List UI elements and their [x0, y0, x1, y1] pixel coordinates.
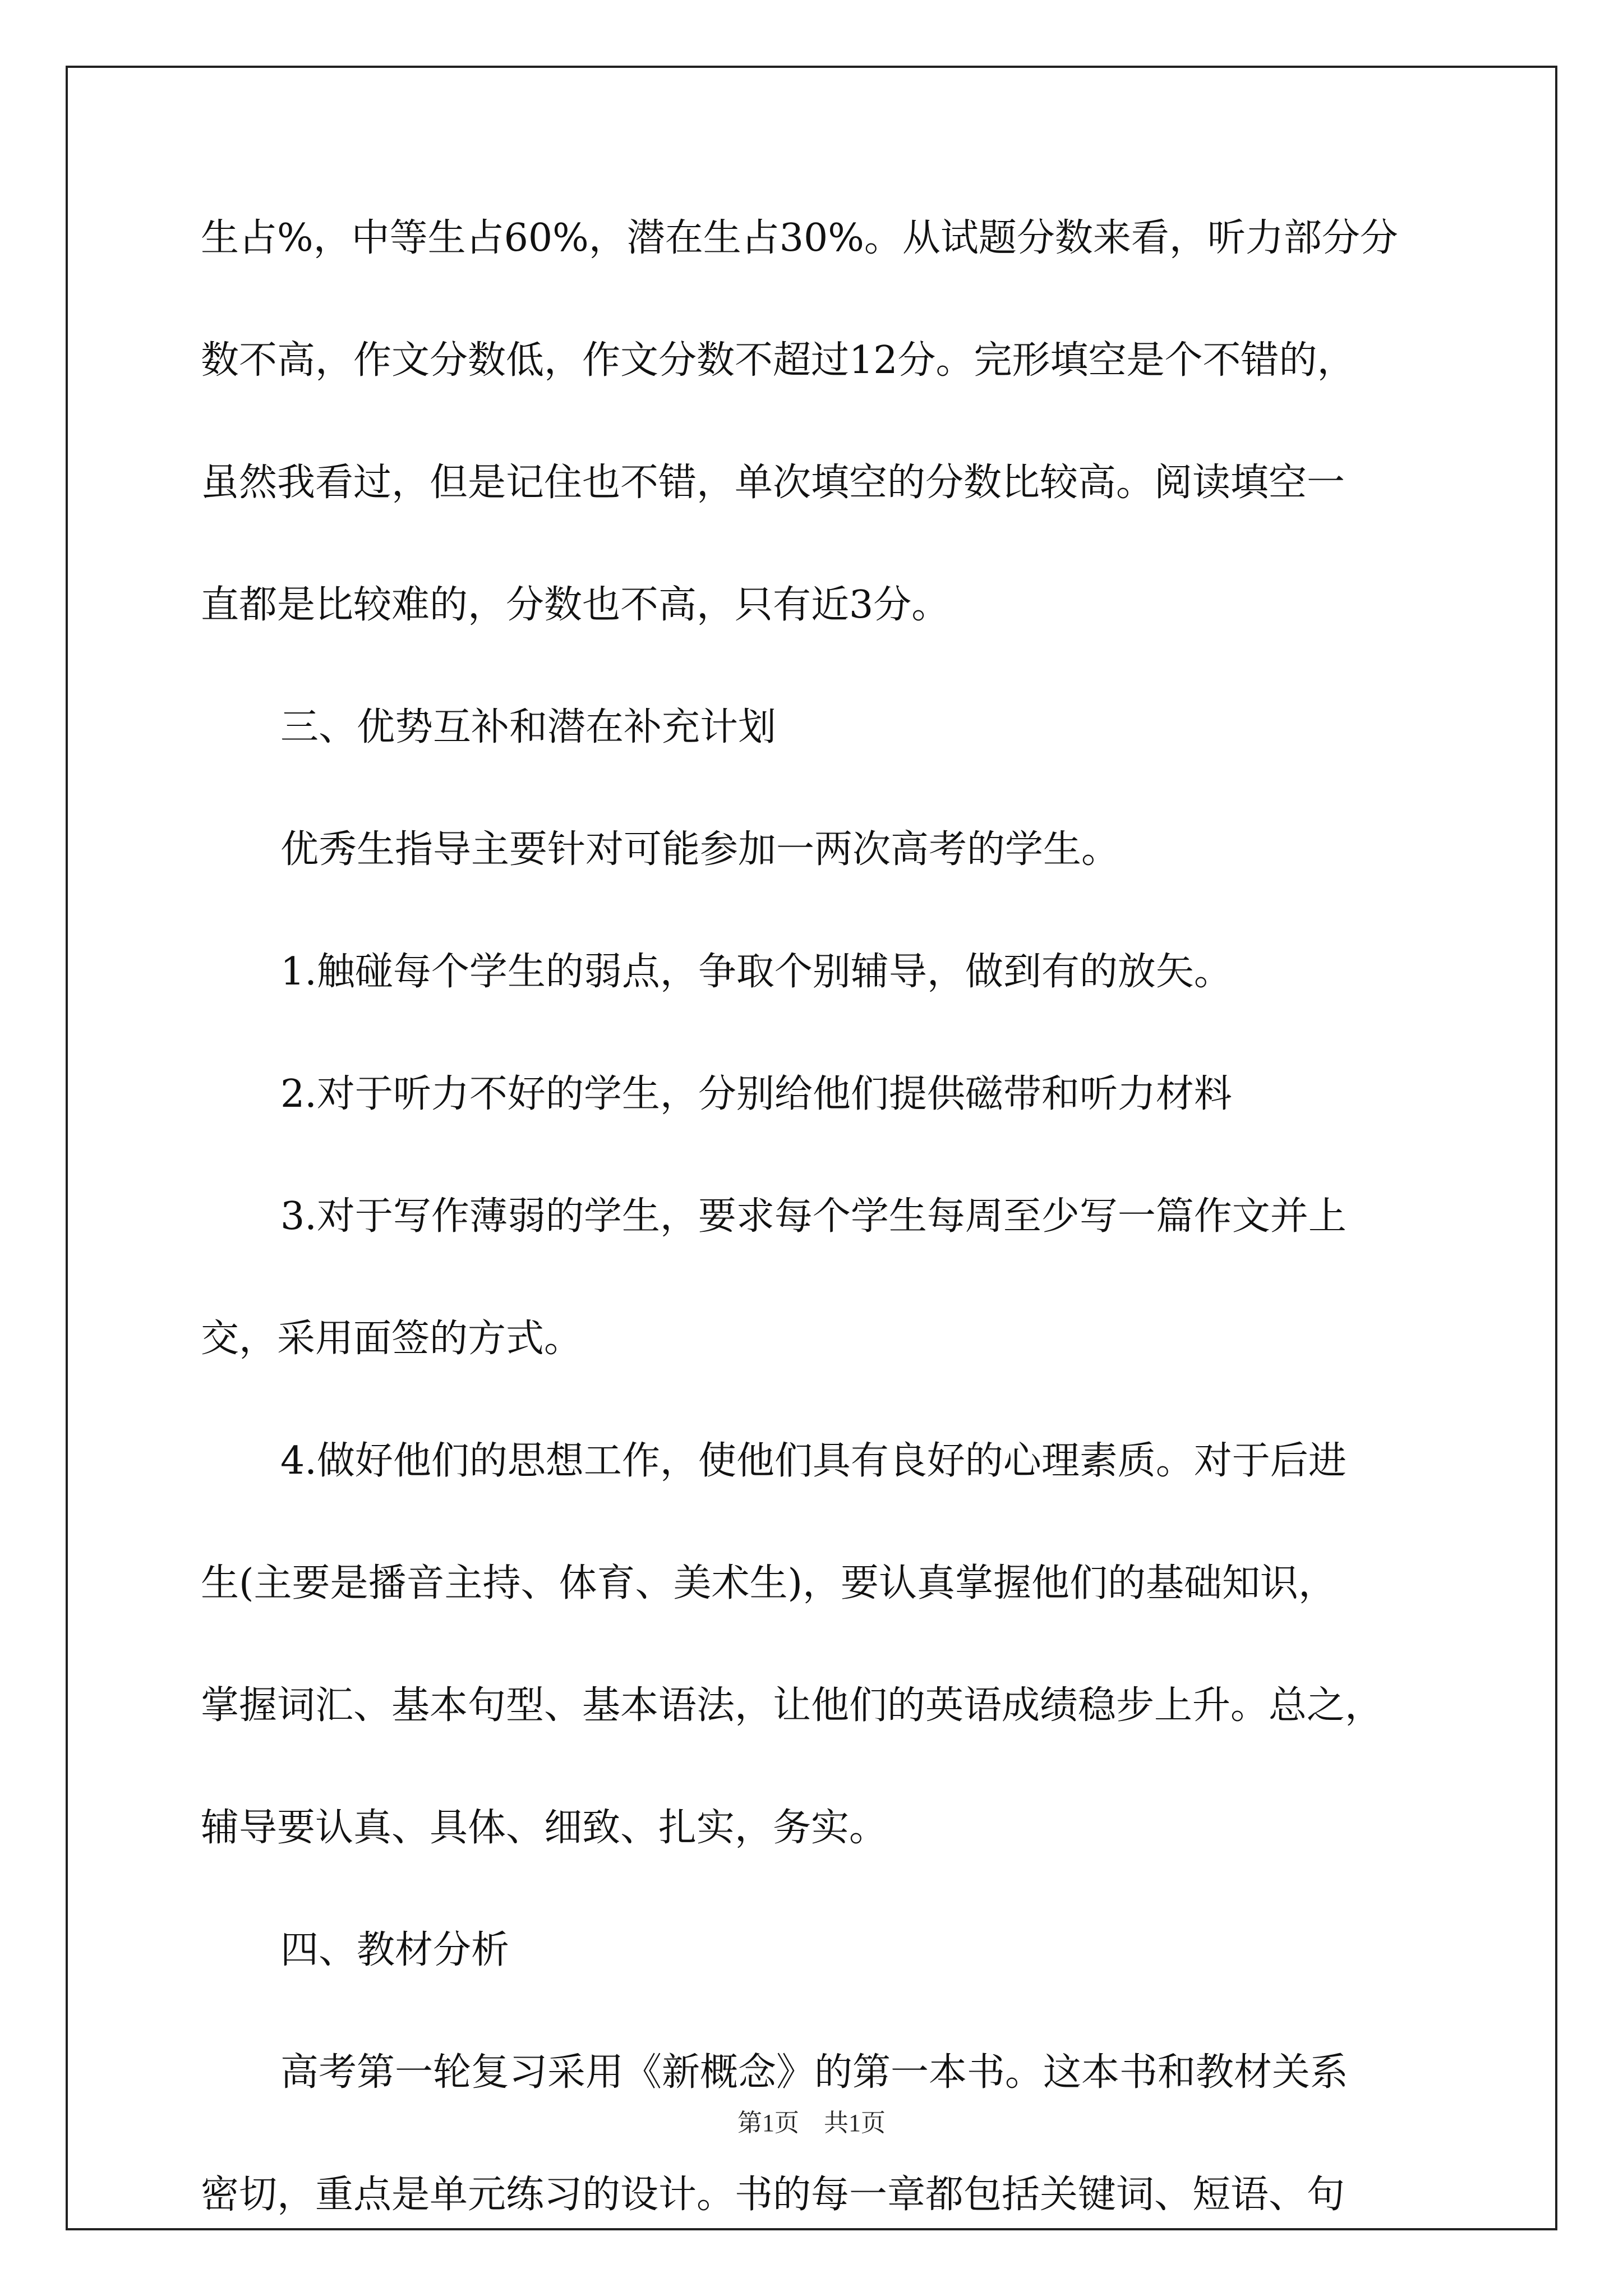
paragraph-line: 虽然我看过，但是记住也不错，单次填空的分数比较高。阅读填空一 [201, 461, 1345, 505]
section-heading: 三、优势互补和潜在补充计划 [280, 705, 777, 749]
section-heading: 四、教材分析 [280, 1928, 510, 1972]
paragraph-line: 直都是比较难的，分数也不高，只有近3分。 [201, 583, 950, 627]
paragraph-line: 生占%，中等生占60%，潜在生占30%。从试题分数来看，听力部分分 [201, 216, 1398, 260]
list-item: 2.对于听力不好的学生，分别给他们提供磁带和听力材料 [280, 1072, 1232, 1116]
paragraph-line: 高考第一轮复习采用《新概念》的第一本书。这本书和教材关系 [280, 2050, 1349, 2095]
page-border [66, 66, 1557, 2230]
paragraph-line: 数不高，作文分数低，作文分数不超过12分。完形填空是个不错的， [201, 338, 1355, 383]
list-item: 4.做好他们的思想工作，使他们具有良好的心理素质。对于后进 [280, 1439, 1347, 1483]
page-footer: 第1页 共1页 [737, 2109, 886, 2137]
paragraph-line: 掌握词汇、基本句型、基本语法，让他们的英语成绩稳步上升。总之， [201, 1683, 1384, 1728]
paragraph-line: 交，采用面签的方式。 [201, 1317, 583, 1361]
paragraph-line: 辅导要认真、具体、细致、扎实，务实。 [201, 1806, 888, 1850]
list-item: 1.触碰每个学生的弱点，争取个别辅导，做到有的放矢。 [280, 950, 1232, 994]
list-item: 3.对于写作薄弱的学生，要求每个学生每周至少写一篇作文并上 [280, 1194, 1347, 1239]
paragraph-line: 优秀生指导主要针对可能参加一两次高考的学生。 [280, 827, 1120, 872]
paragraph-line: 生(主要是播音主持、体育、美术生)，要认真掌握他们的基础知识， [201, 1561, 1337, 1605]
paragraph-line: 密切，重点是单元练习的设计。书的每一章都包括关键词、短语、句 [201, 2173, 1345, 2217]
